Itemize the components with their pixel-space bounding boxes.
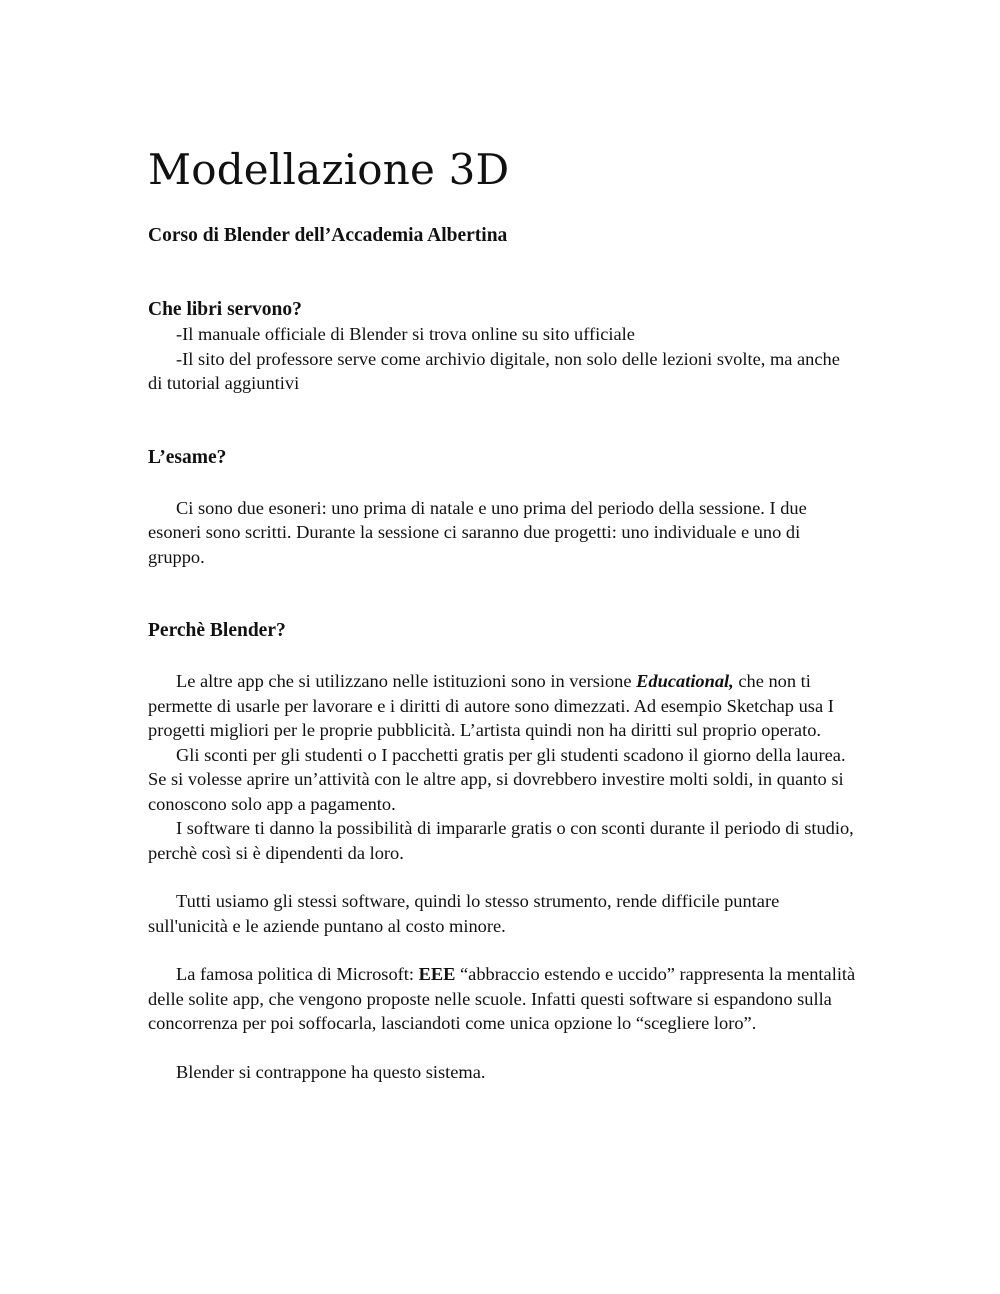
heading-books: Che libri servono? <box>148 299 302 320</box>
educational-emphasis: Educational, <box>636 671 734 691</box>
why-blender-paragraph-1 <box>148 669 858 743</box>
why-blender-p5-after: “abbraccio estendo e uccido” rappresenta la mentalità delle solite app, che vengono proposte nelle scuole. Infatti questi software si espandono sulla concorrenza per poi soffocarla, lasciandoti come unica opzione lo “scegliere loro”. <box>148 964 856 1033</box>
document-subtitle: Corso di Blender dell’Accademia Albertina <box>148 225 508 246</box>
why-blender-p5-before: La famosa politica di Microsoft: <box>176 964 419 984</box>
heading-exam: L’esame? <box>148 446 227 468</box>
why-blender-paragraph-4: Tutti usiamo gli stessi software, quindi lo stesso strumento, rende difficile puntare sull'unicità e le aziende puntano al costo minore. <box>148 891 780 936</box>
why-blender-p1-before: Le altre app che si utilizzano nelle istituzioni sono in versione <box>176 671 637 691</box>
books-item-2: -Il sito del professore serve come archivio digitale, non solo delle lezioni svolte, ma anche di tutorial aggiuntivi <box>148 348 840 393</box>
why-blender-paragraph-2: Gli sconti per gli studenti o I pacchetti gratis per gli studenti scadono il giorno della laurea. Se si volesse aprire un’attività con le altre app, si dovrebbero investire molti soldi, in quanto si conoscono solo app a pagamento. <box>148 744 846 814</box>
heading-why-blender: Perchè Blender? <box>148 620 286 641</box>
why-blender-paragraph-5 <box>148 962 858 1036</box>
why-blender-paragraph-6: Blender si contrappone ha questo sistema. <box>176 1061 486 1082</box>
eee-bold: EEE <box>418 964 456 984</box>
document-content <box>148 142 858 1084</box>
why-blender-p1-after: che non ti permette di usarle per lavorare e i diritti di autore sono dimezzati. Ad esempio Sketchap usa I progetti migliori per le proprie pubblicità. L’artista quindi non ha diritti sul proprio operato. <box>148 671 834 740</box>
exam-paragraph: Ci sono due esoneri: uno prima di natale e uno prima del periodo della sessione. I due esoneri sono scritti. Durante la sessione ci saranno due progetti: uno individuale e uno di gruppo. <box>148 497 807 567</box>
why-blender-paragraph-3: I software ti danno la possibilità di impararle gratis o con sconti durante il periodo di studio, perchè così si è dipendenti da loro. <box>148 818 854 863</box>
books-item-1: -Il manuale officiale di Blender si trova online su sito ufficiale <box>176 324 635 344</box>
document-title: Modellazione 3D <box>148 145 510 194</box>
